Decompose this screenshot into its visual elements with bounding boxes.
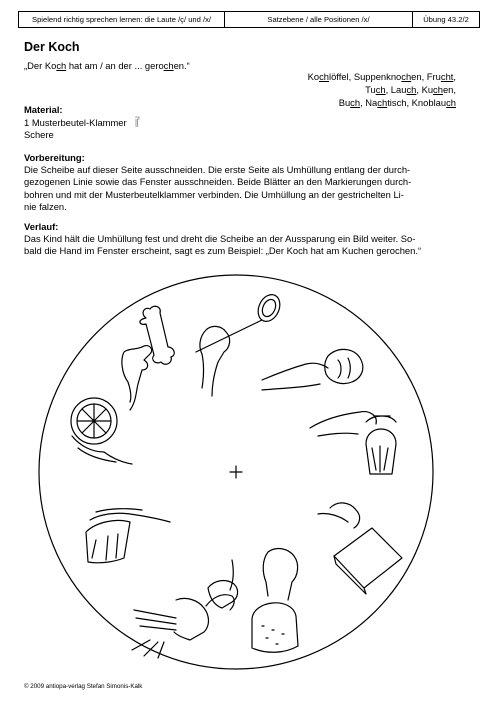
bread-icon [252,549,298,653]
material-item-clip: 1 Musterbeutel-Klammer [24,116,141,129]
underlined-sound: ch [401,71,412,82]
word-fragment: tisch, Knoblau [387,97,447,108]
header-level: Satzebene / alle Positionen /x/ [225,12,413,27]
copyright: © 2009 antiopa-verlag Stefan Simonis-Kalk [24,683,143,690]
material-heading: Material: [24,104,63,115]
underlined-sound: ch [433,84,443,95]
word-fragment: löffel, Suppenkno [328,71,402,82]
word-fragment: Tu [365,84,376,95]
procedure-line: bald die Hand im Fenster erscheint, sagt es zum Beispiel: „Der Koch hat am Kuchen gerochen.“ [24,245,422,257]
bone-icon [122,306,174,410]
word-fragment: en, [442,84,456,95]
center-mark [230,466,242,478]
underlined-sound: cht [440,71,454,82]
word-fragment: Bu [338,97,351,108]
towel-icon [86,509,170,563]
target-sentence: „Der Koch hat am / an der ... gerochen.“ [24,60,190,71]
word-fragment: en, Fru [411,71,441,82]
cake-icon [310,412,396,474]
underlined-sound: ch [406,84,417,95]
book-icon [318,503,402,594]
word-fragment: , Ku [416,84,434,95]
underlined-sound: ch [375,84,386,95]
header-exercise: Übung 43.2/2 [423,15,469,24]
preparation-line: bohren und mit der Musterbeutelklammer verbinden. Die Umhüllung an der gestrichelten Li- [24,188,404,200]
preparation-line: nie falzen. [24,200,67,212]
preparation-heading: Vorbereitung: [24,152,85,163]
underlined-sound: ch [377,97,388,108]
underlined-sound: ch [319,71,329,82]
underlined-sound: ch [350,97,361,108]
procedure-line: Das Kind hält die Umhüllung fest und dreht die Scheibe an der Aussparung ein Bild weiter. So- [24,233,416,245]
word-fragment: , [453,71,456,82]
word-fragment: , Na [360,97,378,108]
procedure-heading: Verlauf: [24,221,59,232]
nightstand-icon [208,560,238,608]
garlic-icon [262,349,363,390]
material-item-scissors: Schere [24,129,54,141]
header-series: Spielend richtig sprechen lernen: die Laute /ç/ und /x/ [19,12,225,27]
lemon-icon [71,398,132,464]
word-fragment: Ko [307,71,320,82]
preparation-line: gezogenen Linie sowie das Fenster ausschneiden. Beide Blätter an den Markierungen durch- [24,176,412,188]
underlined-sound: ch [446,97,456,108]
page-title: Der Koch [24,40,80,54]
word-fragment: , Lau [385,84,407,95]
ladle-icon [196,291,284,396]
preparation-line: Die Scheibe auf dieser Seite ausschneiden. Die erste Seite als Umhüllung entlang der durch- [24,164,411,176]
